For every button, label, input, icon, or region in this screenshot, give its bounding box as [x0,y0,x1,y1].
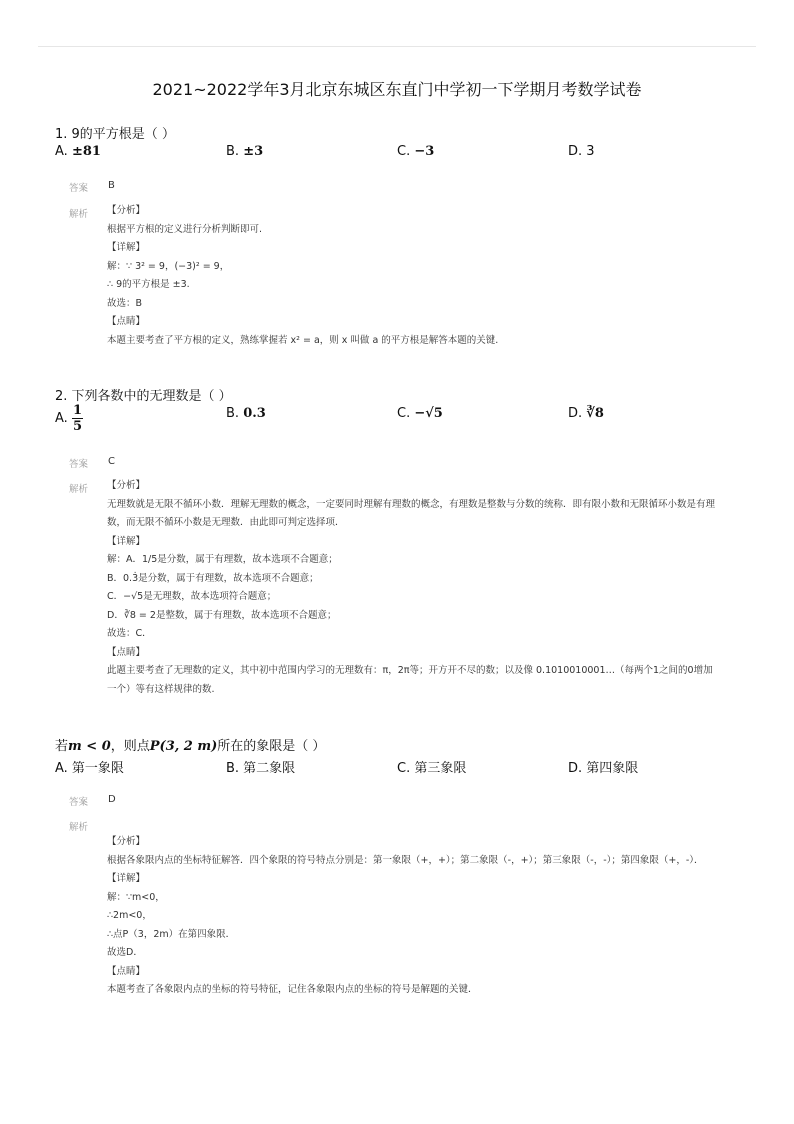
q1-line: 本题主要考查了平方根的定义，熟练掌握若 x² = a，则 x 叫做 a 的平方根是解答本题的关键. [107,334,499,346]
q3-answer: D [108,794,116,805]
q3-answer-label: 答案 [69,797,89,808]
q3-option-a: A. 第一象限 [55,761,124,776]
q2-line: 【点睛】 [107,646,146,658]
q2-option-a: A. $\frac{1}{5}$ [55,403,82,434]
q3-line: 【分析】 [107,836,146,847]
q1-answer-label: 答案 [69,183,89,194]
q2-answer: C [108,456,115,467]
q2-line: D．∛8 = 2是整数，属于有理数，故本选项不合题意； [107,609,337,621]
question-3-stem: 若m < 0，则点P(3, 2 m)所在的象限是（ ） [55,739,326,754]
q1-line: 【详解】 [107,242,146,253]
q2-line: 【详解】 [107,535,146,547]
q3-option-c: C. 第三象限 [397,761,467,776]
question-2-stem: 2. 下列各数中的无理数是（ ） [55,389,232,404]
q1-option-d: D. 3 [568,144,595,159]
q1-line: 【点睛】 [107,316,146,327]
q2-analysis-label: 解析 [69,484,89,495]
q1-line: 【分析】 [107,205,146,216]
question-1-stem: 1. 9的平方根是（ ） [55,127,175,142]
q3-explanation [107,833,721,1000]
q2-explanation [107,477,721,699]
q1-line: 解：∵ 3² = 9，(−3)² = 9， [107,260,230,272]
q3-line: 【详解】 [107,873,146,884]
q3-line: 故选D． [107,947,143,958]
q1-explanation [107,202,721,350]
q2-answer-label: 答案 [69,459,89,470]
q2-option-c: C. −√5 [397,406,443,421]
q1-answer: B [108,180,115,191]
q2-line: 无理数就是无限不循环小数．理解无理数的概念，一定要同时理解有理数的概念，有理数是整数与分数的统称．即有限小数和无限循环小数是有理数，而无限不循环小数是无理数．由此即可判定选择项． [107,498,716,528]
q2-line: 此题主要考查了无理数的定义，其中初中范围内学习的无理数有：π，2π等；开方开不尽的数；以及像 0.1010010001…（每两个1之间的0增加一个）等有这样规律的数. [107,665,713,695]
q2-line: 【分析】 [107,480,146,491]
page-title: 2021~2022学年3月北京东城区东直门中学初一下学期月考数学试卷 [152,80,642,99]
q3-option-b: B. 第二象限 [226,761,296,776]
q2-option-d: D. ∛8 [568,406,604,421]
q1-line: 根据平方根的定义进行分析判断即可. [107,223,263,235]
q3-line: ∴2m<0， [107,910,152,921]
q2-line: C．−√5是无理数，故本选项符合题意； [107,591,277,602]
q3-line: 本题考查了各象限内点的坐标的符号特征，记住各象限内点的坐标的符号是解题的关键． [107,984,478,995]
q1-analysis-label: 解析 [69,209,89,220]
q1-option-b: B. ±3 [226,144,264,159]
q1-line: ∴ 9的平方根是 ±3. [107,279,190,290]
q2-line: B．0.3̇是分数，属于有理数，故本选项不合题意； [107,572,319,584]
q3-line: 解：∵m<0， [107,891,165,903]
q1-line: 故选：B [107,297,143,309]
q2-line: 故选：C． [107,628,152,639]
q3-line: 根据各象限内点的坐标特征解答．四个象限的符号特点分别是：第一象限（+，+）；第二象限（-，+）；第三象限（-，-）；第四象限（+，-）． [107,854,704,866]
q1-option-a: A. ±81 [55,144,101,159]
q3-line: ∴点P（3，2m）在第四象限． [107,928,236,940]
q2-option-b: B. 0.3 [226,406,266,421]
q3-analysis-label: 解析 [69,822,89,833]
q3-option-d: D. 第四象限 [568,761,639,776]
q3-line: 【点睛】 [107,965,146,977]
q2-option-a-fraction: $\frac{1}{5}$ [72,403,82,434]
q1-option-c: C. −3 [397,144,435,159]
q2-line: 解：A．1/5是分数，属于有理数，故本选项不合题意； [107,554,338,565]
header-rule [38,46,756,47]
